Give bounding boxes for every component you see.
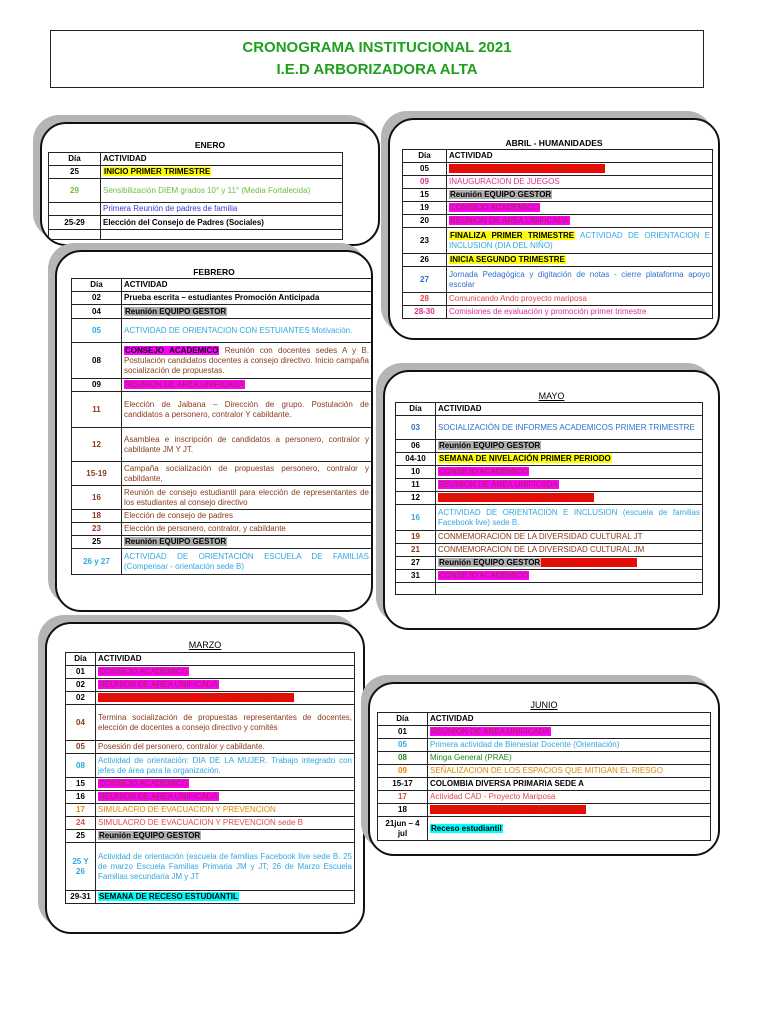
highlighted-activity-text: Reunión EQUIPO GESTOR <box>450 190 552 199</box>
activity-cell: Jornada Pedagógica y digitación de notas - cierre plataforma apoyo escolar <box>447 267 713 293</box>
column-header-day: Día <box>49 153 101 166</box>
table-marzo <box>65 652 355 904</box>
table-row <box>72 486 372 510</box>
table-row <box>403 267 713 293</box>
table-row <box>396 570 703 583</box>
table-row <box>403 163 713 176</box>
day-cell: 05 <box>403 163 447 176</box>
day-cell: 12 <box>72 428 122 462</box>
month-title-junio: JUNIO <box>530 700 558 710</box>
document-title: CRONOGRAMA INSTITUCIONAL 2021 <box>242 39 512 56</box>
activity-cell <box>447 254 713 267</box>
activity-cell: Campaña socialización de propuestas personero, contralor y cabildante, <box>122 462 372 486</box>
table-row <box>396 479 703 492</box>
activity-cell: Actividad CAD - Proyecto Mariposa <box>428 791 711 804</box>
month-title-abril: ABRIL - HUMANIDADES <box>505 138 603 148</box>
activity-cell: Elección de personero, contralor, y cabildante <box>122 523 372 536</box>
column-header-activity: ACTIVIDAD <box>436 403 703 416</box>
day-cell: 15 <box>66 778 96 791</box>
month-title-mayo: MAYO <box>538 391 565 401</box>
table-row <box>378 778 711 791</box>
activity-cell <box>436 557 703 570</box>
day-cell: 16 <box>66 791 96 804</box>
table-row <box>49 216 343 230</box>
table-row <box>49 230 343 240</box>
activity-cell: CONMEMORACION DE LA DIVERSIDAD CULTURAL JT <box>436 531 703 544</box>
day-cell: 15-19 <box>72 462 122 486</box>
activity-cell: Minga General (PRAE) <box>428 752 711 765</box>
day-cell: 25-29 <box>49 216 101 230</box>
table-row <box>66 891 355 904</box>
activity-cell <box>122 343 372 379</box>
table-row <box>396 492 703 505</box>
table-row <box>72 462 372 486</box>
table-row <box>66 741 355 754</box>
table-row <box>66 791 355 804</box>
table-row <box>66 705 355 741</box>
table-row <box>72 523 372 536</box>
month-title-marzo: MARZO <box>188 640 222 650</box>
activity-cell <box>96 679 355 692</box>
table-row <box>396 440 703 453</box>
highlighted-activity-text: REUNION DE AREA UNIFICADA <box>99 792 218 801</box>
table-header-row <box>396 403 703 416</box>
activity-cell: SOCIALIZACIÓN DE INFORMES ACADEMICOS PRIMER TRIMESTRE <box>436 416 703 440</box>
activity-cell <box>96 778 355 791</box>
activity-cell <box>96 830 355 843</box>
day-cell: 28 <box>403 293 447 306</box>
table-row <box>72 319 372 343</box>
table-row <box>49 179 343 203</box>
table-row <box>378 817 711 841</box>
day-cell: 19 <box>396 531 436 544</box>
activity-cell <box>96 692 355 705</box>
table-row <box>396 453 703 466</box>
activity-cell: Actividad de orientación: DIA DE LA MUJER. Trabajo integrado con jefes de área para la organización. <box>96 754 355 778</box>
table-header-row <box>72 279 372 292</box>
highlighted-activity-text: Reunión EQUIPO GESTOR <box>125 306 227 316</box>
activity-cell: Posesión del personero, contralor y cabildante. <box>96 741 355 754</box>
table-row <box>396 416 703 440</box>
table-row <box>72 549 372 575</box>
day-cell: 16 <box>396 505 436 531</box>
activity-cell: Actividad de orientación (escuela de familias Facebook live sede B. 25 de marzo Escuela Familias Primaria JM y JT; 26 de Marzo Escuela Familias secundaria JM y JT <box>96 843 355 891</box>
day-cell: 09 <box>403 176 447 189</box>
day-cell: 05 <box>72 319 122 343</box>
day-cell: 26 <box>403 254 447 267</box>
day-cell <box>396 583 436 595</box>
table-enero <box>48 152 343 240</box>
table-row <box>396 544 703 557</box>
table-row <box>72 510 372 523</box>
table-header-row <box>403 150 713 163</box>
highlighted-activity-text: CONSEJO ACADEMICO <box>439 467 528 476</box>
table-row <box>72 379 372 392</box>
activity-cell: Termina socialización de propuestas representantes de docentes, elección de docentes a consejo directivo y comités <box>96 705 355 741</box>
day-cell: 25 <box>66 830 96 843</box>
day-cell: 15-17 <box>378 778 428 791</box>
table-row <box>66 817 355 830</box>
day-cell <box>49 230 101 240</box>
highlighted-activity-text: CONSEJO ACADEMICO <box>450 203 539 212</box>
column-header-day: Día <box>72 279 122 292</box>
activity-cell: Elección de consejo de padres <box>122 510 372 523</box>
table-row <box>49 166 343 179</box>
activity-text: ACTIVIDAD DE ORIENTACION E INCLUSION (DIA DEL NIÑO) <box>449 230 710 250</box>
highlighted-activity-text: REUNION DE AREA UNIFICADA <box>125 380 244 389</box>
activity-cell: ACTIVIDAD DE ORIENTACIÓN ESCUELA DE FAMILIAS (Compensar - orientación sede B) <box>122 549 372 575</box>
table-row <box>66 804 355 817</box>
activity-cell <box>447 228 713 254</box>
activity-cell <box>447 215 713 228</box>
day-cell: 03 <box>396 416 436 440</box>
highlighted-activity-text: Reunión EQUIPO GESTOR <box>125 537 227 546</box>
card-junio <box>368 682 720 856</box>
table-row <box>403 254 713 267</box>
activity-cell <box>436 440 703 453</box>
column-header-activity: ACTIVIDAD <box>96 653 355 666</box>
day-cell: 16 <box>72 486 122 510</box>
table-row <box>403 176 713 189</box>
table-row <box>403 293 713 306</box>
highlighted-activity-text: CONSEJO ACADEMICO <box>125 345 219 355</box>
day-cell: 04 <box>72 305 122 319</box>
column-header-day: Día <box>66 653 96 666</box>
table-row <box>66 692 355 705</box>
activity-cell <box>447 189 713 202</box>
highlighted-activity-text: Reunión EQUIPO GESTOR <box>439 441 541 450</box>
highlighted-activity-text: REUNION DE AREA UNIFICADA <box>439 480 558 489</box>
day-cell: 26 y 27 <box>72 549 122 575</box>
activity-cell: ACTIVIDAD DE ORIENTACION CON ESTUIANTES Motivación. <box>122 319 372 343</box>
activity-cell: INAUGURACION DE JUEGOS <box>447 176 713 189</box>
day-cell: 17 <box>66 804 96 817</box>
highlighted-activity-text: JORNADA PEDAGOGICA CAPACITACION <box>450 164 605 173</box>
activity-cell <box>436 453 703 466</box>
table-row <box>403 202 713 215</box>
activity-cell <box>428 804 711 817</box>
table-row <box>396 466 703 479</box>
table-abril <box>402 149 713 319</box>
highlighted-activity-text: Receso estudiantil <box>431 823 502 833</box>
day-cell: 09 <box>72 379 122 392</box>
day-cell: 27 <box>403 267 447 293</box>
table-row <box>72 428 372 462</box>
activity-cell: Primera Reunión de padres de familia <box>101 203 343 216</box>
activity-cell <box>122 379 372 392</box>
activity-cell: Comisiones de evaluación y promoción primer trimestre <box>447 306 713 319</box>
day-cell: 08 <box>66 754 96 778</box>
table-row <box>396 505 703 531</box>
table-row <box>396 531 703 544</box>
activity-cell <box>436 466 703 479</box>
activity-cell: ACTIVIDAD DE ORIENTACION E INCLUSION (escuela de familias Facebook live) sede B. <box>436 505 703 531</box>
day-cell <box>49 203 101 216</box>
day-cell: 05 <box>66 741 96 754</box>
activity-cell: Elección de Jaibana – Dirección de grupo. Postulación de candidatos a personero, contralor Y cabildante. <box>122 392 372 428</box>
activity-cell <box>436 479 703 492</box>
highlighted-activity-text: REUNION DE AREA UNIFICADA <box>99 680 218 689</box>
day-cell: 01 <box>378 726 428 739</box>
day-cell: 05 <box>378 739 428 752</box>
activity-cell <box>122 536 372 549</box>
table-row <box>403 189 713 202</box>
month-title-febrero: FEBRERO <box>193 267 235 277</box>
day-cell: 02 <box>66 679 96 692</box>
day-cell: 29 <box>49 179 101 203</box>
table-row <box>403 228 713 254</box>
column-header-activity: ACTIVIDAD <box>122 279 372 292</box>
table-row <box>72 536 372 549</box>
table-row <box>378 752 711 765</box>
highlighted-activity-extra: JORNADA PEDAGOGICA <box>542 558 636 567</box>
document-subtitle: I.E.D ARBORIZADORA ALTA <box>276 61 478 78</box>
day-cell: 25 Y 26 <box>66 843 96 891</box>
highlighted-activity-text: JORNADA PEDAGOGICA JORNADA CAPACITACION <box>99 693 294 702</box>
day-cell: 19 <box>403 202 447 215</box>
activity-cell <box>96 891 355 904</box>
day-cell: 28-30 <box>403 306 447 319</box>
highlighted-activity-text: INICIA SEGUNDO TRIMESTRE <box>450 255 565 264</box>
activity-cell <box>428 726 711 739</box>
highlighted-activity-text: JORNADA PEDAGOGICA CAPACITACION <box>431 805 586 814</box>
table-mayo <box>395 402 703 595</box>
day-cell: 02 <box>72 292 122 305</box>
day-cell: 12 <box>396 492 436 505</box>
activity-cell <box>436 492 703 505</box>
activity-cell <box>447 202 713 215</box>
highlighted-activity-text: SEMANA DE RECESO ESTUDIANTIL <box>99 892 238 901</box>
table-febrero <box>71 278 372 575</box>
activity-cell: Reunión de consejo estudiantil para elección de representantes de los estudiantes al consejo directivo <box>122 486 372 510</box>
day-cell: 15 <box>403 189 447 202</box>
card-marzo <box>45 622 365 934</box>
day-cell: 01 <box>66 666 96 679</box>
activity-cell: SEÑALIZACION DE LOS ESPACIOS QUE MITIGAN EL RIESGO <box>428 765 711 778</box>
activity-cell: Comunicando Ando proyecto mariposa <box>447 293 713 306</box>
column-header-day: Día <box>378 713 428 726</box>
activity-cell: CONMEMORACION DE LA DIVERSIDAD CULTURAL JM <box>436 544 703 557</box>
table-row <box>49 203 343 216</box>
highlighted-activity-text: CONSEJO ACADEMICO <box>99 779 188 788</box>
highlighted-activity-text: JORNADA PEDAGOGICA CAPACITACION <box>439 493 594 502</box>
activity-cell <box>436 570 703 583</box>
day-cell: 25 <box>72 536 122 549</box>
highlighted-activity-text: FINALIZA PRIMER TRIMESTRE <box>450 230 575 240</box>
card-enero <box>40 122 380 246</box>
day-cell: 20 <box>403 215 447 228</box>
day-cell: 04 <box>66 705 96 741</box>
day-cell: 09 <box>378 765 428 778</box>
activity-cell <box>428 817 711 841</box>
highlighted-activity-text: REUNION DE AREA UNIFICADA <box>450 216 569 225</box>
activity-cell: Elección del Consejo de Padres (Sociales) <box>101 216 343 230</box>
table-row <box>378 726 711 739</box>
activity-cell: Primera actividad de Bienestar Docente (Orientación) <box>428 739 711 752</box>
day-cell: 04-10 <box>396 453 436 466</box>
card-abril <box>388 118 720 340</box>
activity-cell: Sensibilización DIEM grados 10° y 11° (Media Fortalecida) <box>101 179 343 203</box>
day-cell: 24 <box>66 817 96 830</box>
highlighted-activity-text: Reunión EQUIPO GESTOR <box>439 558 541 567</box>
month-title-enero: ENERO <box>194 140 226 150</box>
day-cell: 21jun – 4 jul <box>378 817 428 841</box>
day-cell: 17 <box>378 791 428 804</box>
table-row <box>378 765 711 778</box>
activity-cell: Asamblea e inscripción de candidatos a personero, contralor y cabildante JM Y JT. <box>122 428 372 462</box>
card-febrero <box>55 250 373 612</box>
table-row <box>66 754 355 778</box>
table-header-row <box>66 653 355 666</box>
table-row <box>396 583 703 595</box>
table-junio <box>377 712 711 841</box>
table-row <box>66 843 355 891</box>
day-cell: 25 <box>49 166 101 179</box>
table-row <box>72 343 372 379</box>
highlighted-activity-text: CONSEJO ACADEMICO <box>439 571 528 580</box>
highlighted-activity-text: REUNION DE AREA UNIFICADA <box>431 727 550 736</box>
day-cell: 02 <box>66 692 96 705</box>
activity-cell <box>96 791 355 804</box>
column-header-day: Día <box>396 403 436 416</box>
activity-cell: SIMULACRO DE EVACUACION Y PREVENCION <box>96 804 355 817</box>
highlighted-activity-text: INICIO PRIMER TRIMESTRE <box>104 167 211 176</box>
activity-cell <box>101 166 343 179</box>
column-header-activity: ACTIVIDAD <box>101 153 343 166</box>
day-cell: 27 <box>396 557 436 570</box>
day-cell: 06 <box>396 440 436 453</box>
day-cell: 08 <box>378 752 428 765</box>
highlighted-activity-text: CONSEJO ACADEMICO <box>99 667 188 676</box>
table-row <box>378 739 711 752</box>
activity-cell: Prueba escrita – estudiantes Promoción Anticipada <box>122 292 372 305</box>
table-row <box>72 305 372 319</box>
activity-cell: COLOMBIA DIVERSA PRIMARIA SEDE A <box>428 778 711 791</box>
table-row <box>396 557 703 570</box>
activity-text: Reunión con docentes sedes A y B. Postulación candidatos docentes a consejo directivo. Inicio campaña socialización de propuestas. <box>124 345 369 375</box>
table-header-row <box>378 713 711 726</box>
column-header-activity: ACTIVIDAD <box>428 713 711 726</box>
day-cell: 23 <box>403 228 447 254</box>
day-cell: 18 <box>378 804 428 817</box>
activity-cell <box>101 230 343 240</box>
table-row <box>66 679 355 692</box>
activity-cell: SIMULACRO DE EVACUACION Y PREVENCION sede B <box>96 817 355 830</box>
activity-cell <box>122 305 372 319</box>
document-header <box>50 30 704 88</box>
day-cell: 10 <box>396 466 436 479</box>
table-row <box>403 306 713 319</box>
day-cell: 11 <box>72 392 122 428</box>
highlighted-activity-text: Reunión EQUIPO GESTOR <box>99 831 201 840</box>
day-cell: 31 <box>396 570 436 583</box>
table-row <box>403 215 713 228</box>
table-row <box>378 804 711 817</box>
day-cell: 23 <box>72 523 122 536</box>
table-row <box>66 666 355 679</box>
table-row <box>72 292 372 305</box>
day-cell: 29-31 <box>66 891 96 904</box>
table-row <box>66 830 355 843</box>
day-cell: 08 <box>72 343 122 379</box>
column-header-activity: ACTIVIDAD <box>447 150 713 163</box>
activity-cell <box>447 163 713 176</box>
day-cell: 11 <box>396 479 436 492</box>
table-header-row <box>49 153 343 166</box>
highlighted-activity-text: SEMANA DE NIVELACIÓN PRIMER PERIODO <box>439 454 611 463</box>
activity-cell <box>436 583 703 595</box>
activity-cell <box>96 666 355 679</box>
table-row <box>66 778 355 791</box>
day-cell: 21 <box>396 544 436 557</box>
column-header-day: Día <box>403 150 447 163</box>
table-row <box>378 791 711 804</box>
card-mayo <box>383 370 720 630</box>
table-row <box>72 392 372 428</box>
day-cell: 18 <box>72 510 122 523</box>
